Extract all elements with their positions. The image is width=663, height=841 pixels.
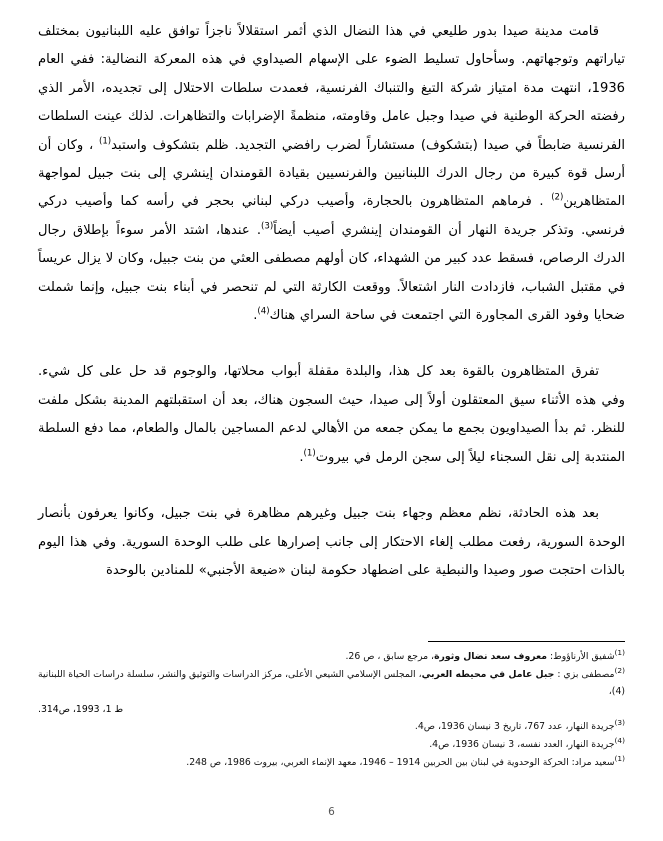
footnote-marker-5: (1)	[614, 753, 625, 763]
paragraph-1-tail3: . عندها، اشتد الأمر سوءاً بإطلاق رجال الدرك الرصاص، فسقط عدد كبير من الشهداء، كان أولهم مصطفى العثي من بنت جبيل، وكان لا يزال عريساً في مقتبل الشباب، فازدادت النار اشتعالاً. ووقعت الكارثة التي لم تنحصر في أبناء بنت جبيل، وإنما شملت ضحايا وفود القرى المجاورة التي اجتمعت في ساحة السراي هناك	[38, 222, 625, 324]
footnotes-area	[38, 648, 625, 771]
footnote-text-1-before: شفيق الأرناؤوط:	[547, 651, 615, 662]
footnote-separator	[428, 641, 625, 642]
paragraph-1-tail2: . فرماهم المتظاهرون بالحجارة، وأصيب دركي لبناني بحجر في رأسه كما وأصيب دركي فرنسي. وتذكر جريدة النهار أن القومندان إينشري أصيب أيضاً	[38, 194, 625, 238]
footnote-text-1-after: ، مرجع سابق ، ص 26.	[345, 651, 435, 662]
footnote-item-3	[38, 718, 625, 736]
page-number: 6	[328, 806, 335, 818]
footnote-text-3: جريدة النهار، عدد 767، تاريخ 3 نيسان 1936، ص4.	[414, 721, 615, 733]
footnote-item-4	[38, 736, 625, 754]
footnote-title-1: معروف سعد نضال وثورة	[434, 651, 548, 662]
footnote-marker-2: (2)	[614, 665, 625, 675]
paragraph-1-tail4: .	[253, 308, 258, 324]
footnote-text-2-before: مصطفى بزي :	[554, 668, 615, 680]
paragraph-3	[38, 500, 625, 585]
footnote-text-4: جريدة النهار، العدد نفسه، 3 نيسان 1936، ص4.	[429, 738, 615, 750]
paragraph-spacer-1	[38, 330, 625, 358]
footnote-ref-1[interactable]: (1)	[98, 136, 112, 147]
paragraph-2-tail: .	[299, 449, 304, 465]
paragraph-1	[38, 18, 625, 330]
paragraph-spacer-2	[38, 472, 625, 500]
paragraph-3-text: بعد هذه الحادثة، نظم معظم وجهاء بنت جبيل وغيرهم مظاهرة في بنت جبيل، وكانوا يعرفون بأنصار الوحدة السورية، رفعت مطلب إلغاء الاحتكار إلى جانب إصرارها على طلب الوحدة السورية. وفي هذا اليوم بالذات احتجت صور وصيدا والنبطية على اضطهاد حكومة لبنان «ضيعة الأجنبي» للمنادين بالوحدة	[38, 506, 625, 578]
footnote-ref-4[interactable]: (4)	[257, 306, 270, 317]
footnote-item-1	[38, 648, 625, 666]
footnote-text-2-after: ، المجلس الإسلامي الشيعي الأعلى، مركز الدراسات والتوثيق والنشر، سلسلة دراسات الحياة اللبنانية (4)،	[38, 668, 625, 698]
footnote-ref-2[interactable]: (2)	[551, 193, 564, 204]
footnote-item-5	[38, 754, 625, 772]
footnote-item-2	[38, 666, 625, 701]
footnote-title-2: جبل عامل في محيطه العربي	[421, 668, 555, 680]
paragraph-2-text: تفرق المتظاهرون بالقوة بعد كل هذا، والبلدة مقفلة أبواب محلاتها، والوجوم قد حل على كل شيء. وفي هذه الأثناء سيق المعتقلون أولاً إلى صيدا، حيث السجون هناك، بعد أن استقبلتهم المدينة بشكل ملفت للنظر. ثم بدأ الصيداويون بجمع ما يمكن جمعه من الأهالي لدعم المساجين بالمال والطعام، مما دفع السلطة المنتدبة إلى نقل السجناء ليلاً إلى سجن الرمل في بيروت	[38, 364, 625, 465]
footnote-ref-3[interactable]: (3)	[260, 221, 274, 232]
paragraph-1-text: قامت مدينة صيدا بدور طليعي في هذا النضال الذي أثمر استقلالاً ناجزاً توافق عليه اللبنانيون بمختلف تياراتهم وتوجهاتهم. وسأحاول تسليط الضوء على الإسهام الصيداوي في هذه المعركة النضالية: ففي العام 1936، انتهت مدة امتياز شركة التبغ والتنباك الفرنسية، فعمدت سلطات الاحتلال إلى تجديده، الأمر الذي رفضته الحركة الوطنية في صيدا وجبل عامل وقاومته، منظمةً الإضرابات والتظاهرات. لذلك عينت السلطات الفرنسية ضابطاً في صيدا (بتشكوف) مستشاراً لضرب رافضي التجديد. ظلم بتشكوف واستبد	[38, 24, 625, 153]
body-text-area	[38, 18, 625, 585]
footnote-ref-5[interactable]: (1)	[303, 448, 316, 459]
footnote-text-5: سعيد مراد: الحركة الوحدوية في لبنان بين الحربين 1914 – 1946، معهد الإنماء العربي، بيروت 1986، ص 248.	[186, 756, 615, 768]
footnote-marker-4: (4)	[614, 735, 625, 745]
footnote-item-2-continuation: ط 1، 1993، ص314.	[38, 703, 124, 715]
footnote-marker-1: (1)	[614, 647, 625, 657]
paragraph-1-tail: ، وكان أن أرسل قوة كبيرة من رجال الدرك اللبنانيين والفرنسيين بقيادة القومندان إينشري إلى بنت جبيل لمواجهة المتظاهرين	[38, 137, 625, 210]
paragraph-2	[38, 358, 625, 472]
footnote-marker-3: (3)	[614, 718, 625, 728]
